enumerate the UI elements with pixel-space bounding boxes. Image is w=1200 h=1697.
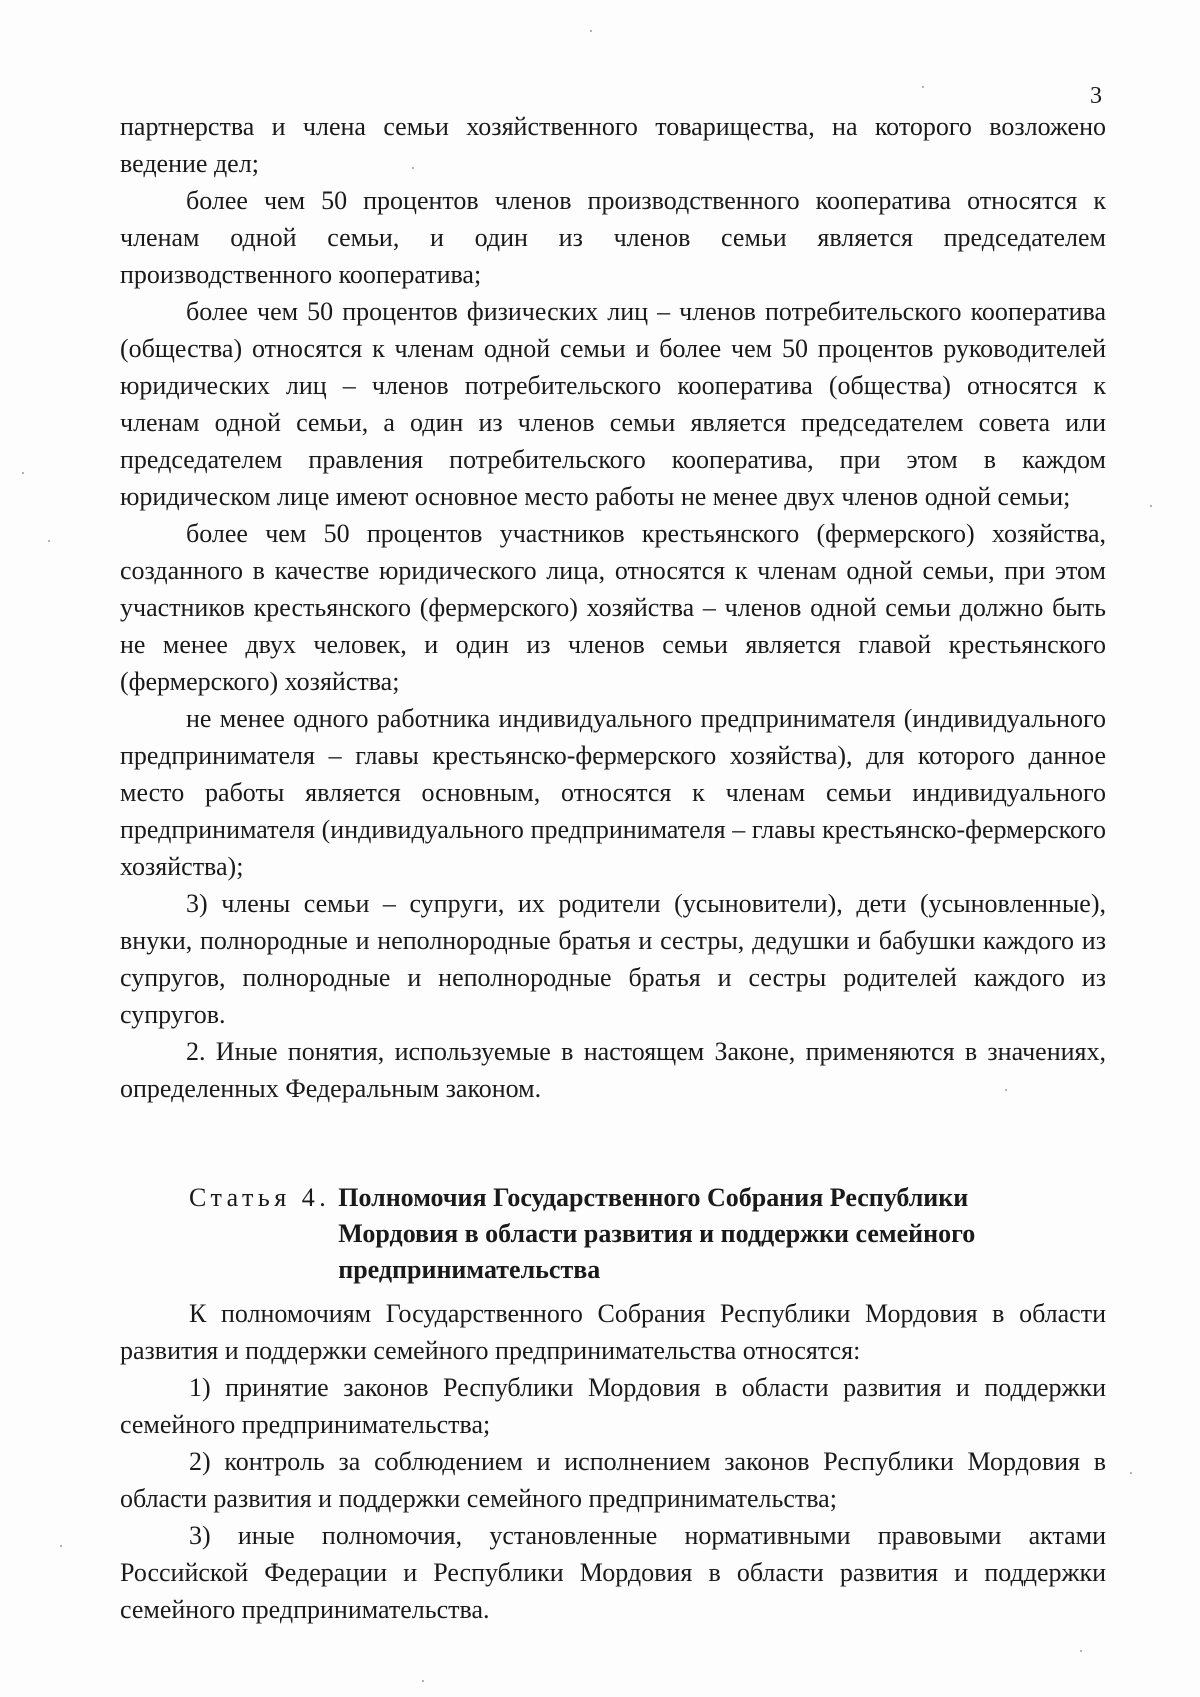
scan-speck (48, 540, 50, 542)
article-item-1: 1) принятие законов Республики Мордовия в области развития и поддержки семейного предпринимательства; (120, 1373, 1106, 1439)
paragraph-continuation: партнерства и члена семьи хозяйственного товарищества, на которого возложено ведение дел; (120, 112, 1106, 178)
scan-speck (60, 1545, 62, 1547)
scan-speck (1080, 1650, 1082, 1652)
article-label: Статья 4. (189, 1183, 331, 1212)
scan-speck (1150, 505, 1152, 507)
scan-speck (22, 472, 24, 474)
article-intro: К полномочиям Государственного Собрания Республики Мордовия в области развития и поддержки семейного предпринимательства относятся: (120, 1299, 1106, 1365)
paragraph-production-cooperative: более чем 50 процентов членов производственного кооператива относятся к членам одной семьи, и один из членов семьи является председателем производственного кооператива; (120, 186, 1106, 289)
article-heading (189, 1180, 1089, 1288)
scan-speck (590, 30, 592, 32)
scan-speck (1130, 1472, 1132, 1474)
scan-speck (422, 1680, 424, 1682)
scan-speck (1005, 1089, 1007, 1091)
paragraph-consumer-cooperative: более чем 50 процентов физических лиц – членов потребительского кооператива (общества) относятся к членам одной семьи и более чем 50 процентов руководителей юридических лиц – членов потребительского кооператива (общества) относятся к членам одной семьи, а один из членов семьи является председателем совета или председателем правления потребительского кооператива, при этом в каждом юридическом лице имеют основное место работы не менее двух членов одной семьи; (120, 297, 1106, 511)
article-item-3: 3) иные полномочия, установленные нормативными правовыми актами Российской Федерации и Республики Мордовия в области развития и поддержки семейного предпринимательства. (120, 1521, 1106, 1624)
scan-speck (922, 86, 924, 88)
paragraph-farm-enterprise: более чем 50 процентов участников крестьянского (фермерского) хозяйства, созданного в качестве юридического лица, относятся к членам одной семьи, при этом участников крестьянского (фермерского) хозяйства – членов одной семьи должно быть не менее двух человек, и один из членов семьи является главой крестьянского (фермерского) хозяйства; (120, 519, 1106, 696)
body-text (120, 108, 1106, 1107)
page-number: 3 (1090, 83, 1102, 109)
paragraph-family-members: 3) члены семьи – супруги, их родители (усыновители), дети (усыновленные), внуки, полнородные и неполнородные братья и сестры, дедушки и бабушки каждого из супругов, полнородные и неполнородные братья и сестры родителей каждого из супругов. (120, 889, 1106, 1029)
article-body (120, 1295, 1106, 1628)
article-item-2: 2) контроль за соблюдением и исполнением законов Республики Мордовия в области развития и поддержки семейного предпринимательства; (120, 1447, 1106, 1513)
scan-speck (412, 167, 414, 169)
article-title: Полномочия Государственного Собрания Республики Мордовия в области развития и поддержки семейного предпринимательства (338, 1183, 976, 1284)
paragraph-other-terms: 2. Иные понятия, используемые в настоящем Законе, применяются в значениях, определенных Федеральным законом. (120, 1037, 1106, 1103)
paragraph-individual-entrepreneur: не менее одного работника индивидуального предпринимателя (индивидуального предпринимателя – главы крестьянско-фермерского хозяйства), для которого данное место работы является основным, относятся к членам семьи индивидуального предпринимателя (индивидуального предпринимателя – главы крестьянско-фермерского хозяйства); (120, 704, 1106, 881)
